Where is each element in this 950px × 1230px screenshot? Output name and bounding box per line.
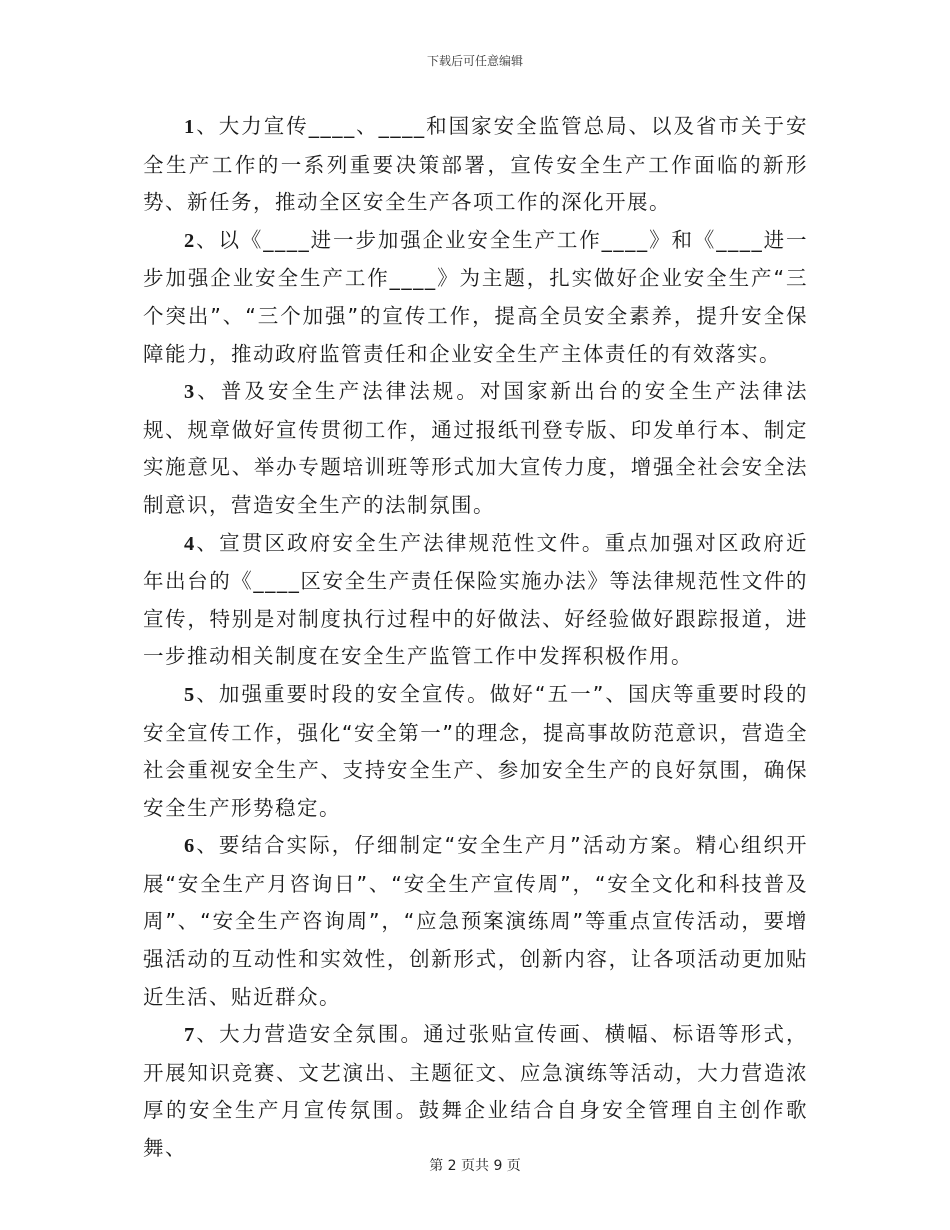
paragraph-text: 、要结合实际，仔细制定“安全生产月”活动方案。精心组织开展“安全生产月咨询日”、“安全生产宣传周”，“安全文化和科技普及周”、“安全生产咨询周”，“应急预案演练周”等重点宣传活动，要增强活动的互动性和实效性，创新形式，创新内容，让各项活动更加贴近生活、贴近群众。	[143, 833, 808, 1009]
paragraph-4	[143, 525, 808, 676]
paragraph-text: 、大力宣传____、____和国家安全监管总局、以及省市关于安全生产工作的一系列重要决策部署，宣传安全生产工作面临的新形势、新任务，推动全区安全生产各项工作的深化开展。	[143, 114, 808, 215]
paragraph-5	[143, 676, 808, 827]
paragraph-number: 2	[184, 229, 196, 252]
paragraph-text: 、宣贯区政府安全生产法律规范性文件。重点加强对区政府近年出台的《____区安全生产责任保险实施办法》等法律规范性文件的宣传，特别是对制度执行过程中的好做法、好经验做好跟踪报道，进一步推动相关制度在安全生产监管工作中发挥积极作用。	[143, 530, 808, 669]
paragraph-number: 6	[184, 835, 196, 858]
paragraph-number: 7	[184, 1024, 196, 1047]
paragraph-2	[143, 222, 808, 373]
page-number: 第 2 页共 9 页	[429, 1158, 521, 1174]
paragraph-text: 、加强重要时段的安全宣传。做好“五一”、国庆等重要时段的安全宣传工作，强化“安全第一”的理念，提高事故防范意识，营造全社会重视安全生产、支持安全生产、参加安全生产的良好氛围，确保安全生产形势稳定。	[143, 681, 808, 820]
paragraph-6	[143, 827, 808, 1016]
paragraph-number: 3	[184, 381, 196, 404]
paragraph-7	[143, 1016, 808, 1167]
paragraph-number: 4	[184, 532, 196, 555]
paragraph-text: 、以《____进一步加强企业安全生产工作____》和《____进一步加强企业安全生产工作____》为主题，扎实做好企业安全生产“三个突出”、“三个加强”的宣传工作，提高全员安全素养，提升安全保障能力，推动政府监管责任和企业安全生产主体责任的有效落实。	[143, 227, 808, 366]
paragraph-text: 、大力营造安全氛围。通过张贴宣传画、横幅、标语等形式，开展知识竞赛、文艺演出、主题征文、应急演练等活动，大力营造浓厚的安全生产月宣传氛围。鼓舞企业结合自身安全管理自主创作歌舞、	[143, 1022, 808, 1161]
paragraph-number: 1	[184, 116, 196, 138]
paragraph-1	[143, 108, 808, 222]
document-body	[143, 108, 808, 1168]
paragraph-3	[143, 373, 808, 524]
page-header-note: 下载后可任意编辑	[426, 54, 523, 68]
paragraph-number: 5	[184, 683, 196, 706]
paragraph-text: 、普及安全生产法律法规。对国家新出台的安全生产法律法规、规章做好宣传贯彻工作，通过报纸刊登专版、印发单行本、制定实施意见、举办专题培训班等形式加大宣传力度，增强全社会安全法制意识，营造安全生产的法制氛围。	[143, 379, 808, 517]
